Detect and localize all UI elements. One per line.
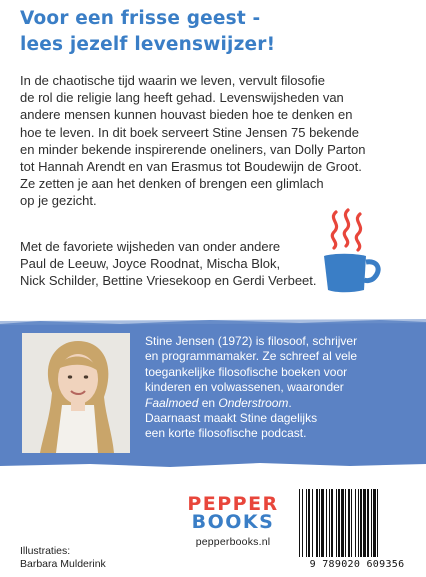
author-bio <box>145 334 410 442</box>
publisher-name-top: PEPPER <box>187 493 279 515</box>
book-title-faalmoed: Faalmoed <box>145 395 199 410</box>
illustration-credits <box>20 545 106 571</box>
publisher-logo <box>183 495 283 548</box>
blurb-paragraph <box>20 72 366 210</box>
credits-label: Illustraties: <box>20 545 71 557</box>
headline-line-2: lees jezelf levenswijzer! <box>20 34 276 55</box>
publisher-url: pepperbooks.nl <box>195 536 271 548</box>
bio-line: kinderen en volwassenen, waaronder <box>145 380 344 395</box>
favorites-line: Met de favoriete wijsheden van onder andere <box>20 239 281 254</box>
bio-line: Stine Jensen (1972) is filosoof, schrijver <box>145 334 358 348</box>
blurb-line: op je gezicht. <box>20 193 97 209</box>
bio-line: toegankelijke filosofische boeken voor <box>145 364 348 379</box>
coffee-mug-icon <box>316 208 384 294</box>
bio-titles-line <box>145 396 410 411</box>
blurb-line: hoe te leven. In dit boek serveert Stine Jensen 75 bekende <box>20 124 359 140</box>
headline-line-1: Voor een frisse geest - <box>20 8 261 29</box>
book-title-onderstroom: Onderstroom <box>218 395 289 410</box>
credits-name: Barbara Mulderink <box>20 558 106 570</box>
favorites-paragraph <box>20 238 320 290</box>
bio-joiner: en <box>198 395 219 410</box>
favorites-line: Paul de Leeuw, Joyce Roodnat, Mischa Blok, <box>20 256 281 272</box>
blurb-line: Ze zetten je aan het denken of brengen een glimlach <box>20 176 324 192</box>
blurb-line: tot Hannah Arendt en van Erasmus tot Boudewijn de Groot. <box>20 159 362 175</box>
favorites-line: Nick Schilder, Bettine Vriesekoop en Gerdi Verbeet. <box>20 273 317 289</box>
blurb-line: andere mensen kunnen houvast bieden hoe te denken en <box>20 107 353 123</box>
blurb-line: de rol die religie lang heeft gehad. Levenswijsheden van <box>20 90 344 106</box>
publisher-name-bottom: BOOKS <box>191 511 275 533</box>
bio-line: een korte filosofische podcast. <box>145 426 307 441</box>
bio-line: Daarnaast maakt Stine dagelijks <box>145 411 318 426</box>
bio-line: en programmamaker. Ze schreef al vele <box>145 349 358 364</box>
blurb-line: en minder bekende inspirerende oneliners, van Dolly Parton <box>20 141 366 157</box>
cover-headline <box>20 6 410 58</box>
barcode-number: 9 789020 609356 <box>296 559 418 570</box>
bio-period: . <box>288 395 292 410</box>
blurb-line: In de chaotische tijd waarin we leven, vervult filosofie <box>20 73 325 88</box>
author-photo <box>22 333 130 453</box>
